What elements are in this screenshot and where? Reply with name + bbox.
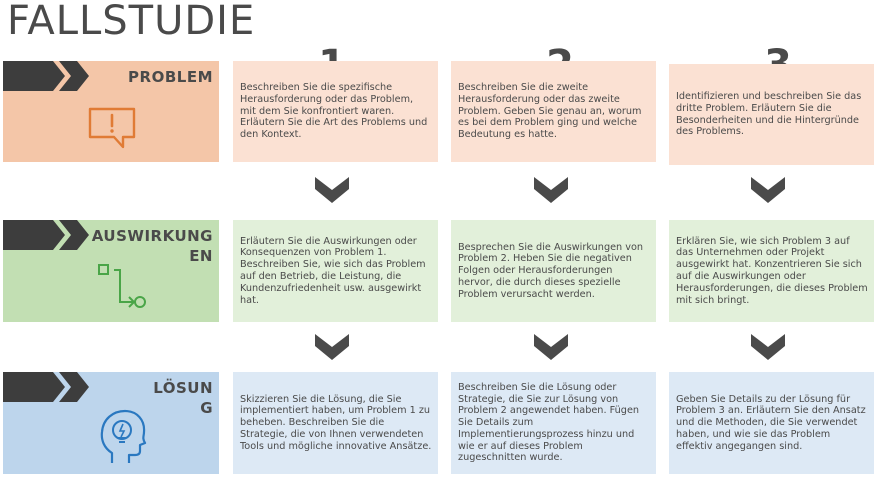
row-header-solution: [3, 372, 219, 474]
problem-cell-2: Beschreiben Sie die zweite Herausforderung oder das zweite Problem. Geben Sie genau an, worum es bei dem Problem ging und welche Bedeutung es hatte.: [451, 61, 656, 162]
row-header-impact: [3, 220, 219, 322]
down-chevron-arrow-icon: [315, 177, 349, 203]
double-chevron-icon: [3, 61, 93, 91]
double-chevron-icon: [3, 372, 93, 402]
solution-cell-1: Skizzieren Sie die Lösung, die Sie implementiert haben, um Problem 1 zu beheben. Beschreiben Sie die Strategie, die von Ihnen verwendeten Tools und mögliche innovative Ansätze.: [233, 372, 438, 474]
down-chevron-arrow-icon: [534, 177, 568, 203]
row-label-impact: AUSWIRKUNGEN: [91, 227, 213, 265]
down-chevron-arrow-icon: [534, 334, 568, 360]
row-header-problem: [3, 61, 219, 162]
solution-cell-3: Geben Sie Details zu der Lösung für Problem 3 an. Erläutern Sie den Ansatz und die Methoden, die Sie verwendet haben, und wie sie das Problem effektiv angegangen sind.: [669, 372, 874, 474]
impact-cell-2: Besprechen Sie die Auswirkungen von Problem 2. Heben Sie die negativen Folgen oder Herausforderungen hervor, die durch dieses spezielle Problem verursacht werden.: [451, 220, 656, 322]
flow-connector-icon: [96, 262, 148, 314]
row-label-problem: PROBLEM: [128, 68, 213, 86]
row-label-solution: LÖSUNG: [153, 379, 213, 417]
problem-cell-3: Identifizieren und beschreiben Sie das dritte Problem. Erläutern Sie die Besonderheiten und die Hintergründe des Problems.: [669, 64, 874, 165]
page-title: FALLSTUDIE: [7, 0, 256, 44]
head-lightbulb-icon: [98, 408, 148, 466]
down-chevron-arrow-icon: [315, 334, 349, 360]
down-chevron-arrow-icon: [751, 177, 785, 203]
impact-cell-3: Erklären Sie, wie sich Problem 3 auf das Unternehmen oder Projekt ausgewirkt hat. Konzentrieren Sie sich auf die Auswirkungen oder Herausforderungen, die dieses Problem mit sich bringt.: [669, 220, 874, 322]
double-chevron-icon: [3, 220, 93, 250]
impact-cell-1: Erläutern Sie die Auswirkungen oder Konsequenzen von Problem 1. Beschreiben Sie, wie sich das Problem auf den Betrieb, die Leistung, die Kundenzufriedenheit usw. ausgewirkt hat.: [233, 220, 438, 322]
problem-cell-1: Beschreiben Sie die spezifische Herausforderung oder das Problem, mit dem Sie konfrontiert waren. Erläutern Sie die Art des Problems und den Kontext.: [233, 61, 438, 162]
down-chevron-arrow-icon: [751, 334, 785, 360]
alert-speech-bubble-icon: [87, 106, 137, 150]
solution-cell-2: Beschreiben Sie die Lösung oder Strategie, die Sie zur Lösung von Problem 2 angewendet haben. Fügen Sie Details zum Implementierungsprozess hinzu und wie er auf dieses Problem zugeschnitten wurde.: [451, 372, 656, 474]
